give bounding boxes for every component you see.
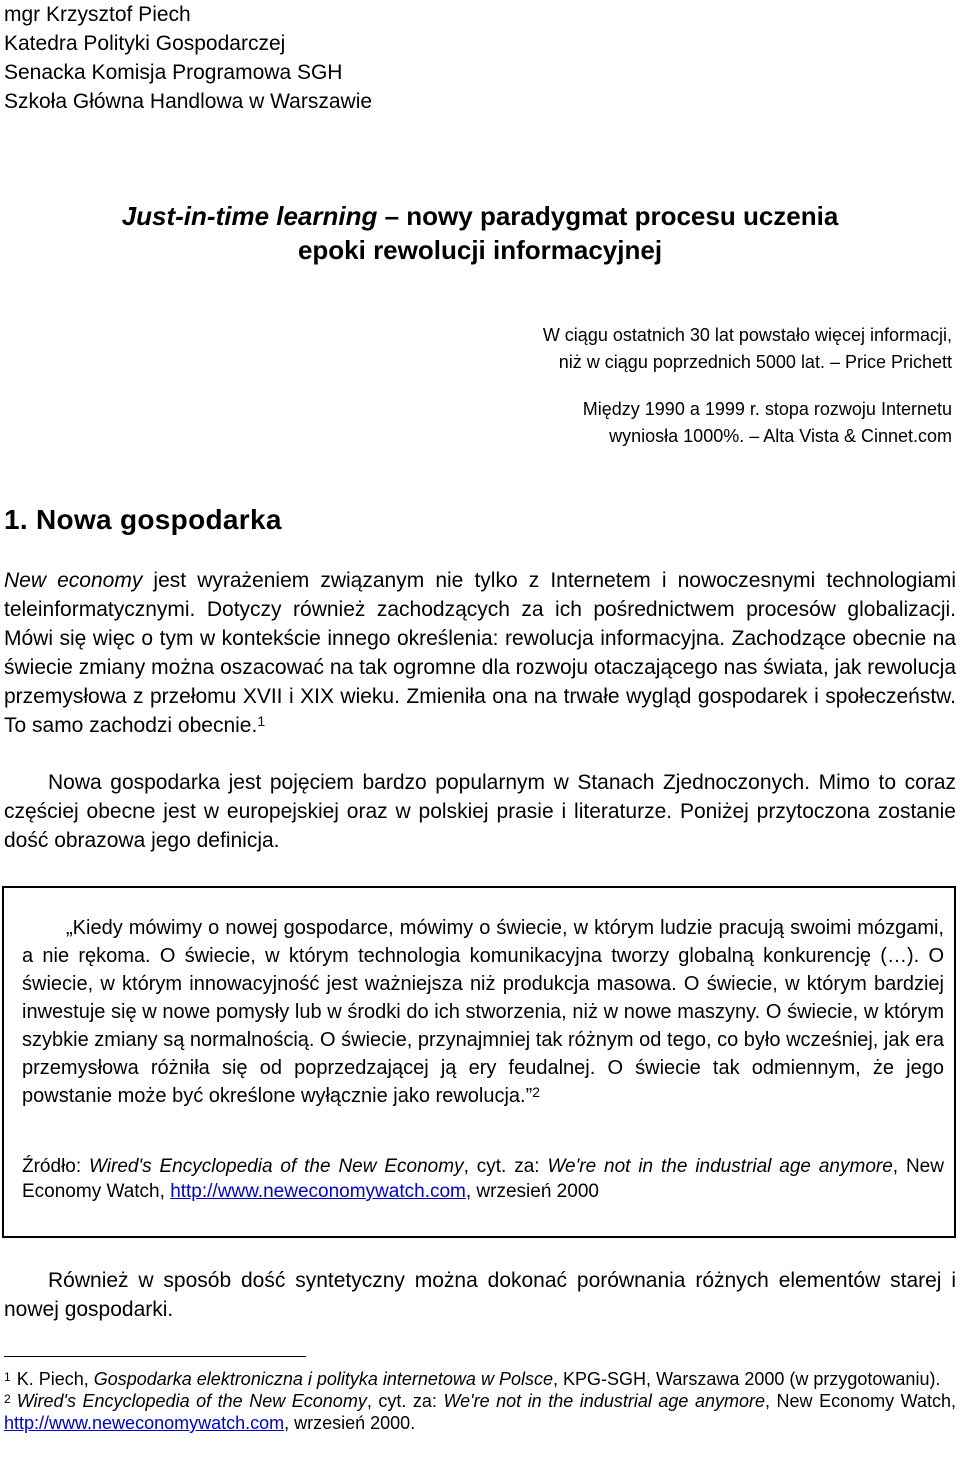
quote-box [2,886,956,1238]
paragraph-1-text: jest wyrażeniem związanym nie tylko z Internetem i nowoczesnymi technologiami teleinformatycznymi. Dotyczy również zachodzących za ich pośrednictwem procesów globalizacji. Mówi się więc o tym w kontekście innego określenia: rewolucja informacyjna. Zachodzące obecnie na świecie zmiany można oszacować na tak ogromne dla rozwoju otaczającego nas świata, jak rewolucja przemysłowa z przełomu XVII i XIX wieku. Zmieniła ona na trwałe wygląd gospodarek i społeczeństw. To samo zachodzi obecnie. [4,569,956,737]
author-block [4,0,372,116]
epigraph-1 [543,322,952,376]
footnote-2-number: 2 [4,1392,11,1406]
source-label: Źródło: [22,1156,90,1177]
footnote-2-article: We're not in the industrial age anymore [443,1391,765,1411]
source-date: , wrzesień 2000 [465,1181,599,1202]
source-publisher: , New Economy Watch, [22,1156,944,1202]
footnote-2-mid: , cyt. za: [366,1391,444,1411]
footnote-1-number: 1 [4,1370,11,1384]
footnote-ref-2[interactable]: 2 [532,1084,541,1100]
section-heading: 1. Nowa gospodarka [4,504,282,535]
epigraph-2-line2: wyniosła 1000%. – Alta Vista & Cinnet.com [609,426,952,446]
author-school: Szkoła Główna Handlowa w Warszawie [4,90,373,113]
footnote-1-author: K. Piech, [16,1369,94,1389]
source-mid: , cyt. za: [463,1156,548,1177]
footnote-2 [4,1390,956,1434]
footnote-1 [4,1368,956,1390]
source-link[interactable]: http://www.neweconomywatch.com [170,1181,466,1202]
quote-text [22,914,944,1110]
footnote-2-date: , wrzesień 2000. [284,1413,416,1433]
footnote-2-link[interactable]: http://www.neweconomywatch.com [4,1413,285,1433]
footnotes [4,1368,956,1434]
epigraph-1-line2: niż w ciągu poprzednich 5000 lat. – Price Prichett [558,352,952,372]
paragraph-2: Nowa gospodarka jest pojęciem bardzo popularnym w Stanach Zjednoczonych. Mimo to coraz częściej obecne jest w europejskiej oraz w polskiej prasie i literaturze. Poniżej przytoczona zostanie dość obrazowa jego definicja. [4,771,956,852]
author-department: Katedra Polityki Gospodarczej [4,32,286,55]
footnote-2-title: Wired's Encyclopedia of the New Economy [16,1391,367,1411]
epigraph-2 [583,396,952,450]
term-new-economy: New economy [4,569,143,592]
author-name: mgr Krzysztof Piech [4,3,191,26]
quote-source [22,1154,944,1204]
epigraph-2-line1: Między 1990 a 1999 r. stopa rozwoju Internetu [582,399,952,419]
epigraph-1-line1: W ciągu ostatnich 30 lat powstało więcej informacji, [542,325,952,345]
footnote-ref-1[interactable]: 1 [257,713,266,729]
source-title: Wired's Encyclopedia of the New Economy [89,1156,464,1177]
title-italic: Just-in-time learning [121,201,378,231]
document-title [0,199,960,267]
footnote-1-title: Gospodarka elektroniczna i polityka internetowa w Polsce [93,1369,553,1389]
paragraph-1 [4,566,956,740]
quote-body: „Kiedy mówimy o nowej gospodarce, mówimy o świecie, w którym ludzie pracują swoimi mózgami, a nie rękoma. O świecie, w którym technologia komunikacyjna tworzy globalną konkurencję (…). O świecie, w którym innowacyjność jest ważniejsza niż produkcja masowa. O świecie, w którym bardziej inwestuje się w nowe pomysły lub w środki do ich stworzenia, niż w nowe maszyny. O świecie, w którym szybkie zmiany są normalnością. O świecie, przynajmniej tak różnym od tego, co było wcześniej, jak era przemysłowa różniła się od poprzedzającej ją ery feudalnej. O świecie tak odmiennym, że jego powstanie może być określone wyłącznie jako rewolucja.” [22,917,944,1107]
title-rest: – nowy paradygmat procesu uczenia [377,201,839,231]
footnote-2-publisher: , New Economy Watch, [764,1391,956,1411]
footnote-1-publisher: , KPG-SGH, Warszawa 2000 (w przygotowaniu). [552,1369,941,1389]
author-committee: Senacka Komisja Programowa SGH [4,61,343,84]
title-line2: epoki rewolucji informacyjnej [297,235,663,265]
paragraph-3: Również w sposób dość syntetyczny można dokonać porównania różnych elementów starej i nowej gospodarki. [4,1269,956,1321]
source-article: We're not in the industrial age anymore [547,1156,893,1177]
footnote-divider [4,1356,306,1357]
